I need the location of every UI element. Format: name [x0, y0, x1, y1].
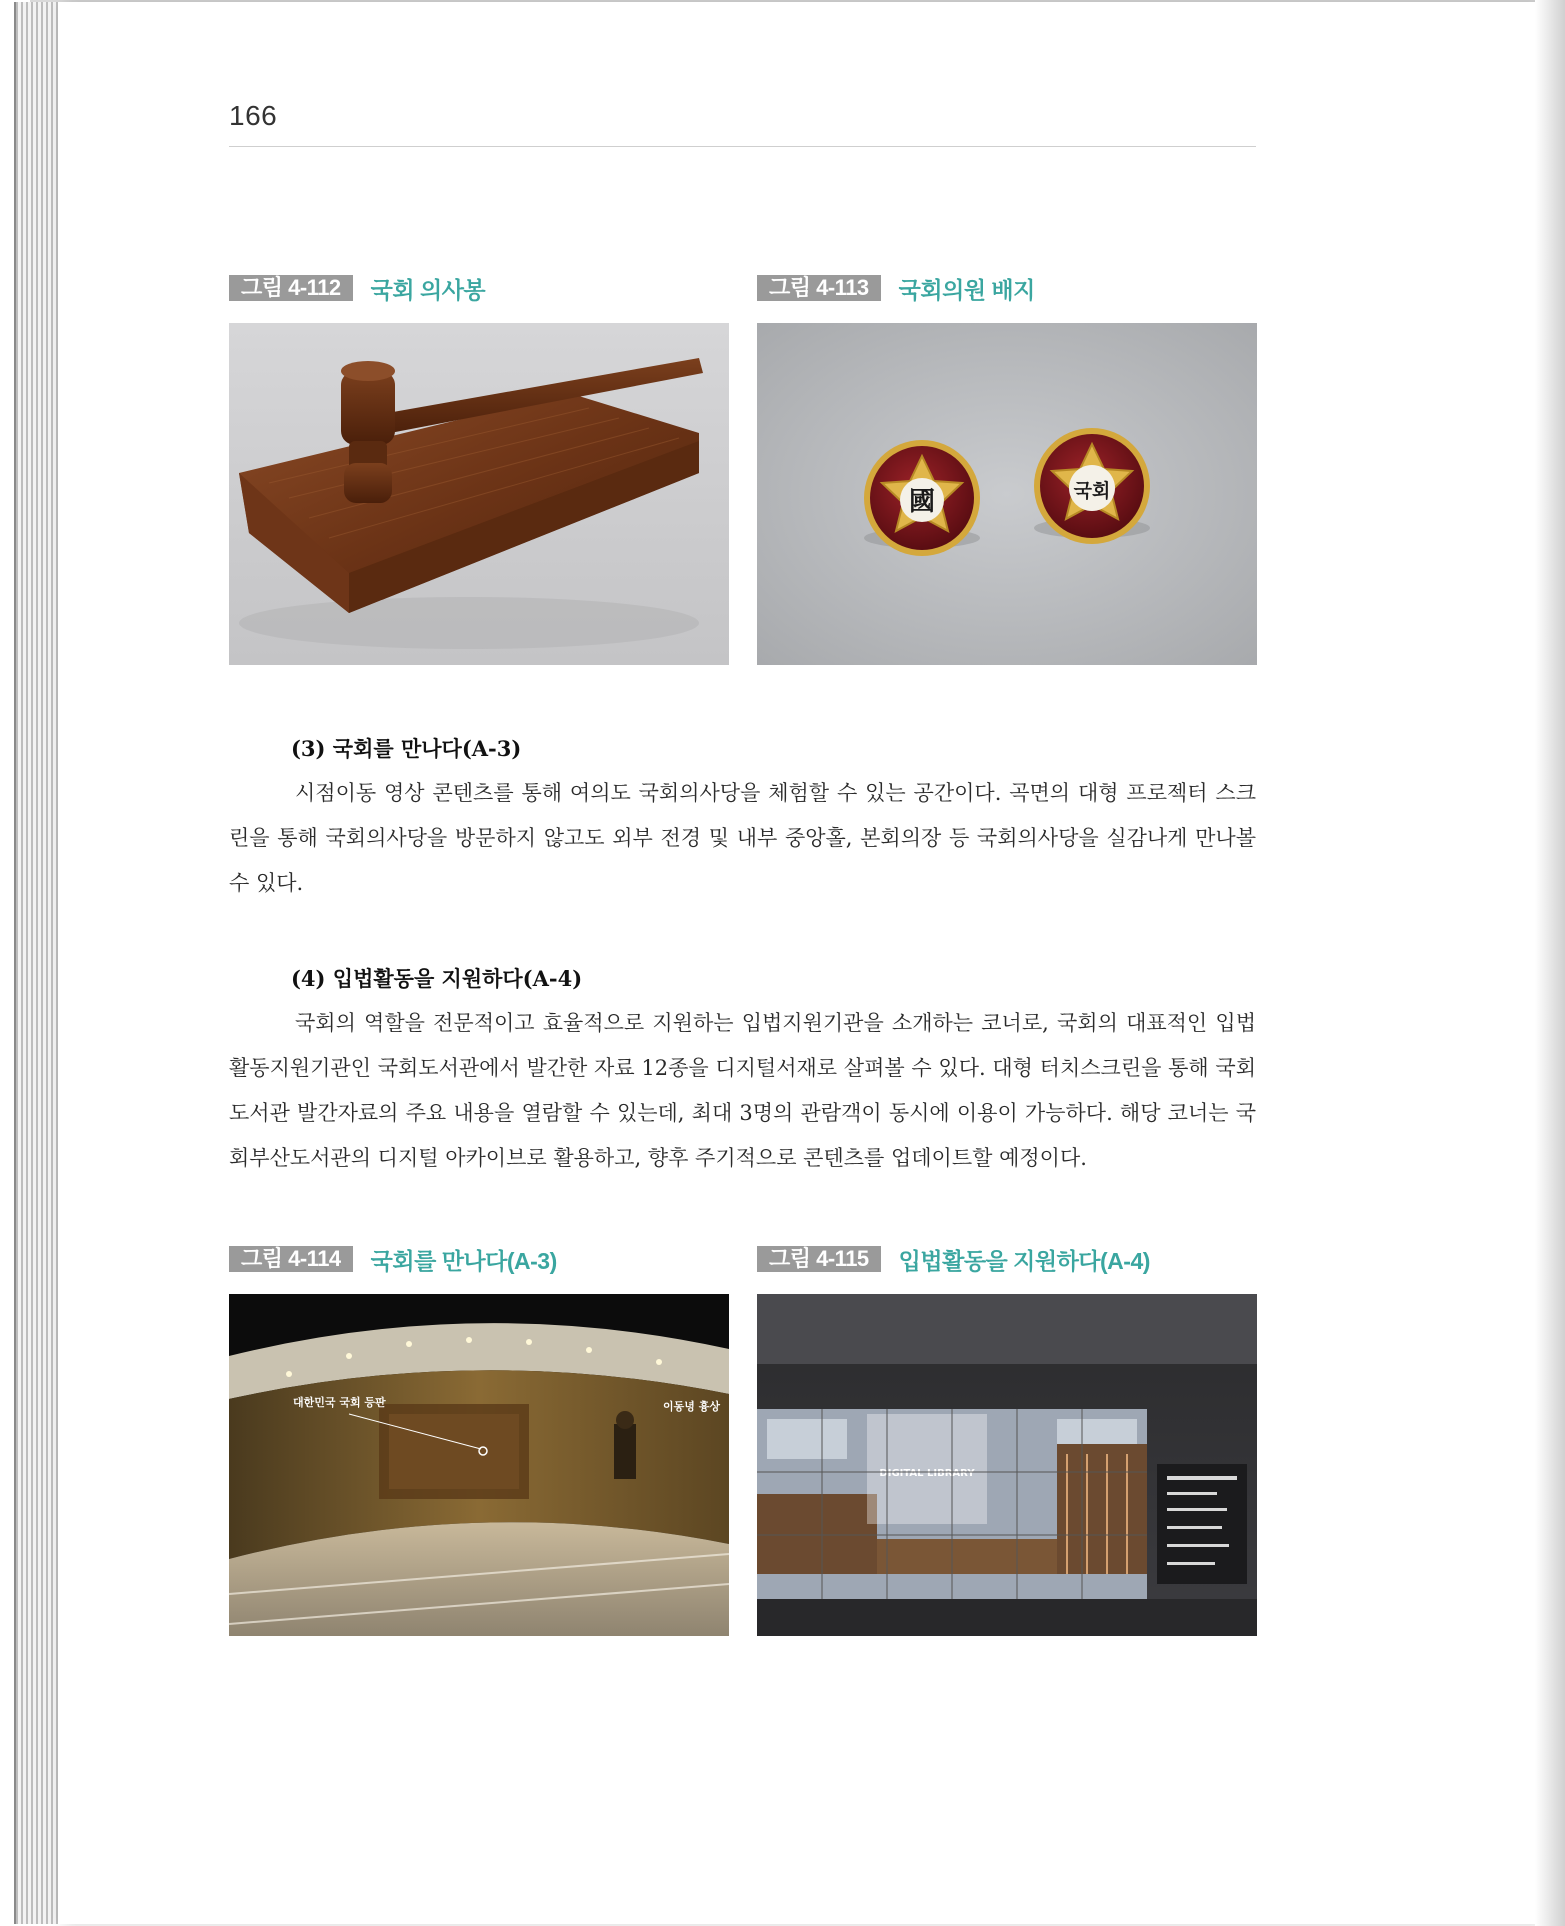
badge-hanja-text: 國 — [908, 487, 936, 517]
curved-screen-photo — [229, 1294, 729, 1636]
page-right-shadow — [1535, 0, 1565, 1926]
page-number: 166 — [229, 100, 278, 131]
figure-label: 그림 4-115 — [757, 1246, 881, 1272]
figure-title: 국회를 만나다(A-3) — [370, 1247, 557, 1274]
figure-caption-4-112 — [229, 275, 485, 301]
figure-title: 국회의원 배지 — [898, 276, 1035, 303]
figure-label: 그림 4-114 — [229, 1246, 353, 1272]
figure-title: 국회 의사봉 — [370, 276, 486, 303]
section-paragraph-a3: 시점이동 영상 콘텐츠를 통해 여의도 국회의사당을 체험할 수 있는 공간이다. 곡면의 대형 프로젝터 스크린을 통해 국회의사당을 방문하지 않고도 외부 전경 및 내부 중앙홀, 본회의장 등 국회의사당을 실감나게 만나볼 수 있다. — [229, 781, 1256, 895]
figure-caption-4-113 — [757, 275, 1035, 301]
digital-library-photo — [757, 1294, 1257, 1636]
book-page-stack — [14, 2, 60, 1924]
figure-title: 입법활동을 지원하다(A-4) — [898, 1247, 1150, 1274]
section-paragraph-a4: 국회의 역할을 전문적이고 효율적으로 지원하는 입법지원기관을 소개하는 코너로, 국회의 대표적인 입법활동지원기관인 국회도서관에서 발간한 자료 12종을 디지털서재로 살펴볼 수 있다. 대형 터치스크린을 통해 국회도서관 발간자료의 주요 내용을 열람할 수 있는데, 최대 3명의 관람객이 동시에 이용이 가능하다. 해당 코너는 국회부산도서관의 디지털 아카이브로 활용하고, 향후 주기적으로 콘텐츠를 업데이트할 예정이다. — [229, 1011, 1256, 1170]
kiosk-screen-text: DIGITAL LIBRARY — [879, 1468, 975, 1479]
badge-hangul-text: 국회 — [1073, 480, 1111, 502]
figure-label: 그림 4-112 — [229, 275, 353, 301]
figure-caption-4-114 — [229, 1246, 557, 1272]
header-rule — [229, 146, 1256, 147]
section-heading-a4: (4) 입법활동을 지원하다(A-4) — [291, 966, 583, 991]
gavel-photo — [229, 323, 729, 665]
screen-right-title: 이동녕 흉상 — [663, 1400, 720, 1413]
section-heading-a3: (3) 국회를 만나다(A-3) — [291, 736, 522, 761]
figure-label: 그림 4-113 — [757, 275, 881, 301]
screen-left-title: 대한민국 국회 등판 — [293, 1396, 386, 1409]
badge-photo — [757, 323, 1257, 665]
figure-caption-4-115 — [757, 1246, 1150, 1272]
